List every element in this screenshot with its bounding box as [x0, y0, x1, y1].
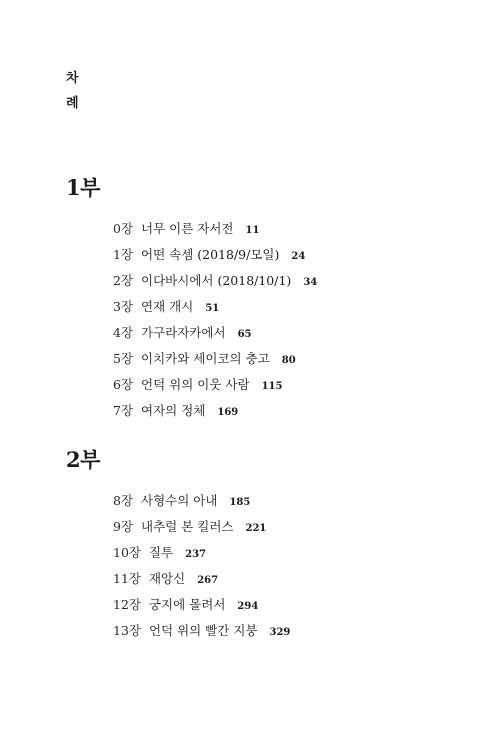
chapter-number: 1장 — [113, 247, 134, 262]
chapter-title: 재앙신 — [148, 571, 186, 586]
chapter-number: 13장 — [113, 623, 141, 638]
chapter-entry[interactable] — [113, 488, 290, 514]
chapter-title: 연재 개시 — [141, 299, 194, 314]
chapter-entry[interactable] — [113, 618, 290, 644]
chapter-entry[interactable] — [113, 514, 290, 540]
toc-heading-line2: 례 — [66, 96, 79, 111]
chapter-title: 질투 — [148, 545, 174, 560]
chapter-number: 0장 — [113, 221, 134, 236]
chapter-page: 51 — [205, 303, 220, 314]
chapter-number: 4장 — [113, 325, 134, 340]
chapter-number: 11장 — [113, 571, 141, 586]
chapter-entry[interactable] — [113, 346, 317, 372]
chapter-number: 9장 — [113, 519, 134, 534]
chapter-page: 267 — [197, 575, 219, 586]
chapter-page: 237 — [185, 549, 207, 560]
chapter-title: 내추럴 본 킬러스 — [141, 519, 234, 534]
part-2 — [66, 448, 290, 644]
chapter-entry[interactable] — [113, 540, 290, 566]
chapter-page: 80 — [281, 355, 296, 366]
chapter-entry[interactable] — [113, 566, 290, 592]
chapter-title: 사형수의 아내 — [141, 493, 218, 508]
chapter-entry[interactable] — [113, 268, 317, 294]
toc-heading — [66, 66, 86, 116]
chapter-entry[interactable] — [113, 592, 290, 618]
chapter-page: 34 — [303, 277, 318, 288]
chapter-page: 24 — [291, 251, 306, 262]
chapter-list — [113, 488, 290, 644]
chapter-title: 언덕 위의 빨간 지붕 — [148, 623, 258, 638]
chapter-list — [113, 216, 317, 424]
chapter-entry[interactable] — [113, 398, 317, 424]
chapter-page: 115 — [261, 381, 283, 392]
chapter-title: 이치카와 세이코의 충고 — [141, 351, 270, 366]
chapter-page: 221 — [245, 523, 267, 534]
chapter-title: 언덕 위의 이웃 사람 — [141, 377, 250, 392]
chapter-number: 10장 — [113, 545, 141, 560]
chapter-page: 329 — [269, 627, 291, 638]
part-title: 1부 — [66, 175, 100, 200]
chapter-page: 11 — [245, 225, 260, 236]
chapter-number: 7장 — [113, 403, 134, 418]
chapter-number: 2장 — [113, 273, 134, 288]
chapter-title: 어떤 속셈 (2018/9/모일) — [141, 247, 280, 262]
chapter-number: 6장 — [113, 377, 134, 392]
chapter-entry[interactable] — [113, 294, 317, 320]
part-title: 2부 — [66, 447, 100, 472]
chapter-entry[interactable] — [113, 372, 317, 398]
chapter-number: 3장 — [113, 299, 134, 314]
chapter-number: 12장 — [113, 597, 141, 612]
part-1 — [66, 176, 317, 424]
chapter-entry[interactable] — [113, 216, 317, 242]
chapter-title: 너무 이른 자서전 — [141, 221, 234, 236]
chapter-title: 가구라자카에서 — [141, 325, 226, 340]
chapter-page: 65 — [237, 329, 252, 340]
chapter-entry[interactable] — [113, 320, 317, 346]
chapter-entry[interactable] — [113, 242, 317, 268]
chapter-title: 궁지에 몰려서 — [148, 597, 226, 612]
chapter-title: 이다바시에서 (2018/10/1) — [141, 273, 292, 288]
chapter-page: 294 — [237, 601, 259, 612]
chapter-title: 여자의 정체 — [141, 403, 206, 418]
toc-heading-line1: 차 — [66, 71, 79, 86]
chapter-page: 185 — [229, 497, 251, 508]
chapter-number: 8장 — [113, 493, 134, 508]
chapter-number: 5장 — [113, 351, 134, 366]
chapter-page: 169 — [217, 407, 239, 418]
